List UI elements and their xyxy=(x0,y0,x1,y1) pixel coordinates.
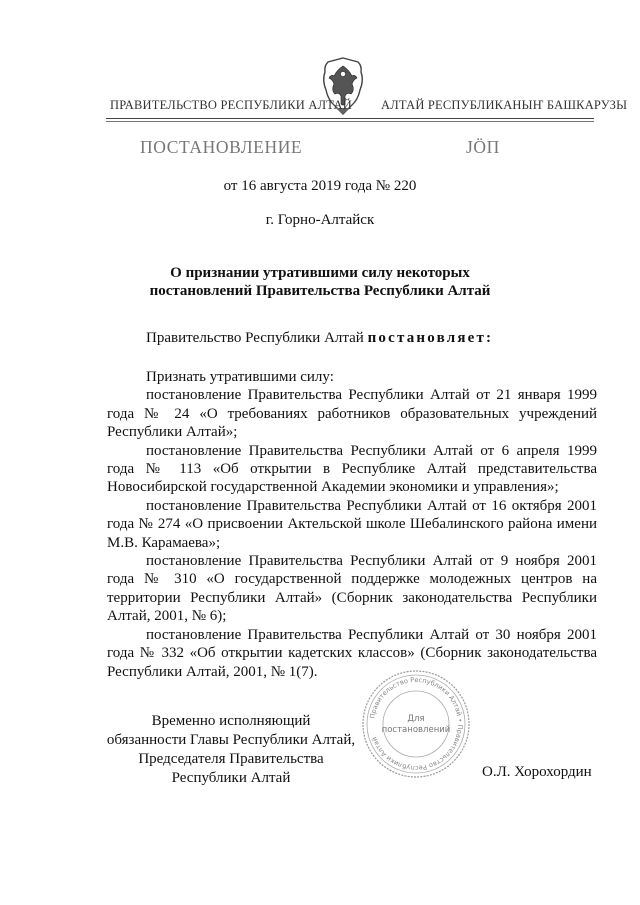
stamp-center-line: постановлений xyxy=(381,725,451,735)
document-date-number: от 16 августа 2019 года № 220 xyxy=(223,178,417,194)
signatory-line: Временно исполняющий xyxy=(151,713,311,729)
header-rule-top xyxy=(106,118,594,119)
document-title xyxy=(0,264,640,300)
signatory-line: Республики Алтай xyxy=(171,770,291,786)
doc-type-ru: ПОСТАНОВЛЕНИЕ xyxy=(140,137,303,157)
body-paragraph: постановление Правительства Республики Алтай от 9 ноября 2001 года № 310 «О государственной поддержке молодежных центров на территории Республики Алтай» (Сборник законодательства Республики Алтай, 2001, № 6); xyxy=(107,553,597,625)
body-paragraph: постановление Правительства Республики Алтай от 30 ноября 2001 года № 332 «Об открытии кадетских классов» (Сборник законодательства Республики Алтай, 2001, № 1(7). xyxy=(107,626,597,680)
document-city: г. Горно-Алтайск xyxy=(265,212,375,228)
intro-text: Правительство Республики Алтай xyxy=(146,330,368,346)
signatory-line: Председателя Правительства xyxy=(138,751,324,767)
document-title-line: О признании утратившими силу некоторых xyxy=(170,265,470,281)
body-paragraph: постановление Правительства Республики Алтай от 21 января 1999 года № 24 «О требованиях работников образовательных учреждений Республики Алтай»; xyxy=(107,387,597,441)
header-government-ru: ПРАВИТЕЛЬСТВО РЕСПУБЛИКИ АЛТАЙ xyxy=(110,98,352,112)
intro-paragraph xyxy=(146,330,493,347)
document-body xyxy=(107,368,597,681)
header-rule-bottom xyxy=(106,121,594,122)
stamp-ring-text: Правительство Республики Алтай • Правительство Республики Алтай xyxy=(368,675,465,773)
seal-stamp-icon xyxy=(360,668,472,780)
signatory-name: О.Л. Хорохордин xyxy=(482,764,592,780)
body-paragraph: Признать утратившими силу: xyxy=(146,369,334,385)
signatory-line: обязанности Главы Республики Алтай, xyxy=(106,732,356,748)
doc-type-altai: ЈӦП xyxy=(466,137,500,157)
intro-emphasis: постановляет: xyxy=(367,330,494,346)
body-paragraph: постановление Правительства Республики Алтай от 16 октября 2001 года № 274 «О присвоении Актельской школе Шебалинского района имени М.В. Карамаева»; xyxy=(107,497,597,551)
document-title-line: постановлений Правительства Республики Алтай xyxy=(149,283,491,299)
body-paragraph: постановление Правительства Республики Алтай от 6 апреля 1999 года № 113 «Об открытии в Республике Алтай представительства Новосибирской государственной Академии экономики и управления»; xyxy=(107,442,597,496)
header-government-altai: АЛТАЙ РЕСПУБЛИКАНЫҤ БАШКАРУЗЫ xyxy=(381,98,628,112)
stamp-center-line: Для xyxy=(407,714,425,724)
signatory-position xyxy=(100,712,362,788)
